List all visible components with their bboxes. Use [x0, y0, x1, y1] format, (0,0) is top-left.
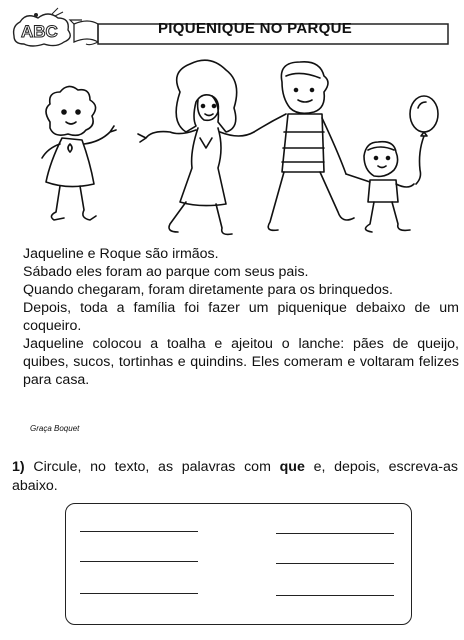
boy-figure	[346, 142, 414, 232]
story-text	[23, 245, 459, 389]
author-credit: Graça Boquet	[30, 424, 80, 433]
story-line: Quando chegaram, foram diretamente para os brinquedos.	[23, 282, 393, 298]
answer-line[interactable]	[276, 595, 394, 596]
logo-text: ABC	[21, 22, 58, 41]
answer-line[interactable]	[80, 531, 198, 532]
girl-figure	[42, 86, 116, 220]
answer-box	[65, 503, 412, 625]
answer-line[interactable]	[80, 593, 198, 594]
question-text-after: e, depois, escreva-as abaixo.	[12, 459, 458, 494]
answer-line[interactable]	[276, 533, 394, 534]
answer-line[interactable]	[276, 563, 394, 564]
question-keyword: que	[279, 459, 305, 475]
story-line: Sábado eles foram ao parque com seus pais.	[23, 264, 309, 280]
balloon	[410, 96, 438, 184]
father-figure	[254, 62, 354, 231]
exercise-question	[12, 458, 458, 496]
story-line: Jaqueline colocou a toalha e ajeitou o lanche: pães de queijo, quibes, sucos, tortinhas e quindins. Eles comeram e voltaram felizes para casa.	[23, 336, 459, 388]
answer-line[interactable]	[80, 561, 198, 562]
story-line: Jaqueline e Roque são irmãos.	[23, 246, 219, 262]
mother-figure	[138, 60, 254, 234]
page-title: PIQUENIQUE NO PARQUE	[157, 20, 353, 37]
story-line: Depois, toda a família foi fazer um piquenique debaixo de um coqueiro.	[23, 300, 459, 334]
question-number: 1)	[12, 459, 25, 475]
question-text-before: Circule, no texto, as palavras com	[33, 459, 271, 475]
family-illustration	[20, 52, 450, 244]
